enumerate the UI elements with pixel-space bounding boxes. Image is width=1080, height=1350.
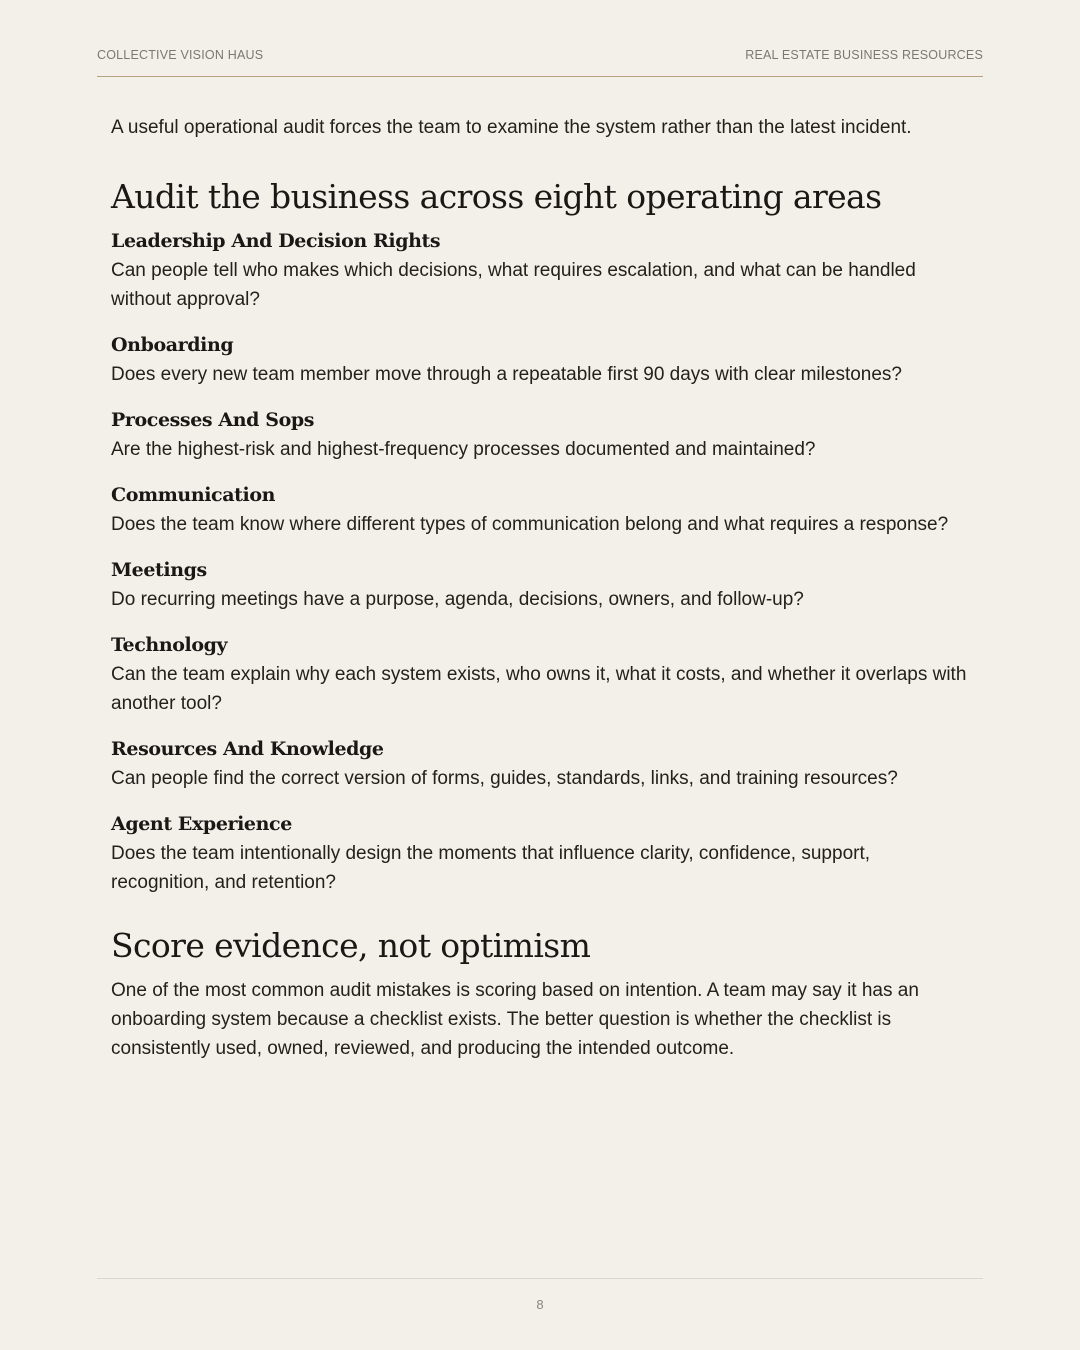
- area-name: Processes And Sops: [111, 409, 315, 431]
- intro-paragraph: A useful operational audit forces the team to examine the system rather than the latest incident.: [111, 117, 912, 138]
- area-question: Does every new team member move through a repeatable first 90 days with clear milestones?: [111, 364, 902, 385]
- area-onboarding: [111, 331, 971, 389]
- page-number: 8: [536, 1297, 544, 1312]
- area-name: Leadership And Decision Rights: [111, 230, 441, 252]
- evidence-section-title: Score evidence, not optimism: [111, 926, 591, 965]
- area-resources: [111, 735, 971, 793]
- area-question: Can the team explain why each system exists, who owns it, what it costs, and whether it overlaps with another tool?: [111, 664, 967, 714]
- evidence-paragraph: One of the most common audit mistakes is scoring based on intention. A team may say it has an onboarding system because a checklist exists. The better question is whether the checklist is consistently used, owned, reviewed, and producing the intended outcome.: [111, 980, 919, 1059]
- area-question: Can people find the correct version of forms, guides, standards, links, and training resources?: [111, 768, 898, 789]
- area-question: Does the team intentionally design the moments that influence clarity, confidence, support, recognition, and retention?: [111, 843, 871, 893]
- area-question: Do recurring meetings have a purpose, agenda, decisions, owners, and follow-up?: [111, 589, 804, 610]
- area-name: Onboarding: [111, 334, 234, 356]
- brand-name: COLLECTIVE VISION HAUS: [97, 48, 264, 62]
- area-processes: [111, 406, 971, 464]
- area-question: Can people tell who makes which decisions, what requires escalation, and what can be handled without approval?: [111, 260, 916, 310]
- area-name: Technology: [111, 634, 228, 656]
- running-footer: [97, 1278, 983, 1312]
- area-name: Agent Experience: [111, 813, 292, 835]
- series-name: REAL ESTATE BUSINESS RESOURCES: [745, 48, 983, 62]
- area-leadership: [111, 227, 971, 314]
- area-meetings: [111, 556, 971, 614]
- page-content: [111, 113, 971, 1063]
- operating-areas-list: [111, 227, 971, 897]
- area-name: Communication: [111, 484, 276, 506]
- area-question: Are the highest-risk and highest-frequency processes documented and maintained?: [111, 439, 816, 460]
- area-question: Does the team know where different types of communication belong and what requires a response?: [111, 514, 949, 535]
- area-technology: [111, 631, 971, 718]
- area-communication: [111, 481, 971, 539]
- area-agent-experience: [111, 810, 971, 897]
- area-name: Meetings: [111, 559, 207, 581]
- running-header: [97, 47, 983, 77]
- area-name: Resources And Knowledge: [111, 738, 384, 760]
- audit-section-title: Audit the business across eight operating areas: [111, 177, 882, 216]
